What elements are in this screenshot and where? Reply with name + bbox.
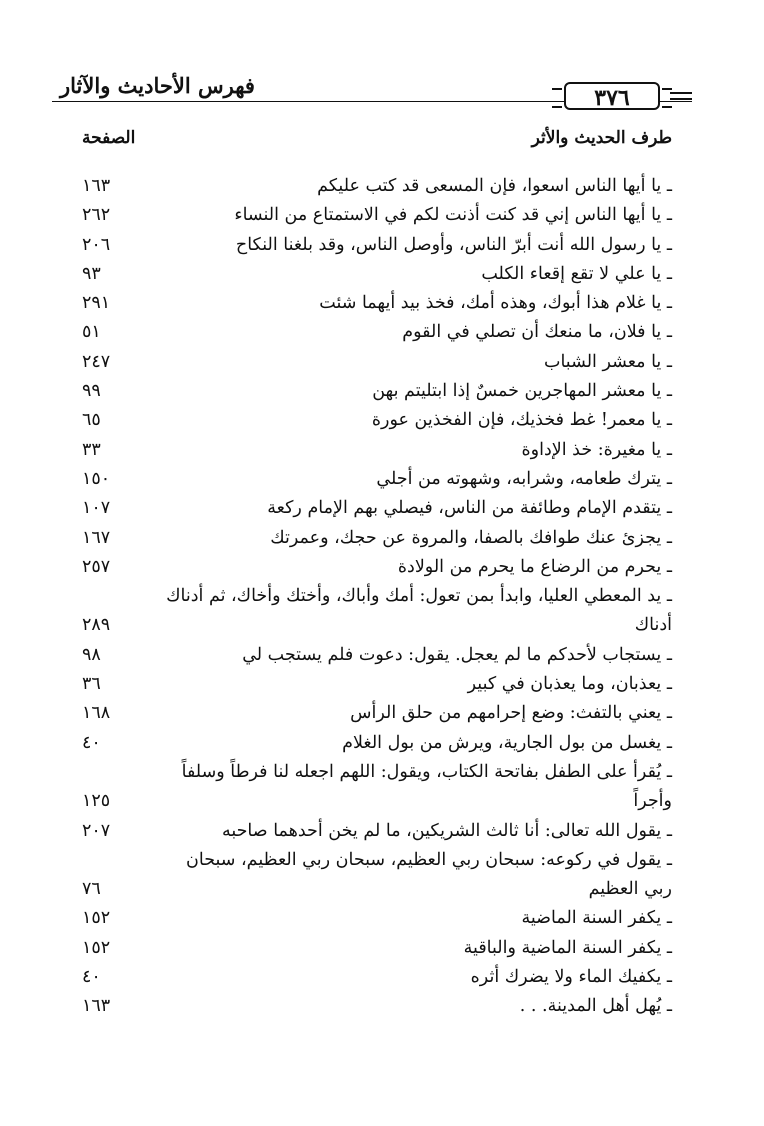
entry-text: ـ يا أيها الناس اسعوا، فإن المسعى قد كتب عليكم xyxy=(317,176,672,196)
entry-page: ٢٤٧ xyxy=(82,351,111,372)
entry-text: ـ يستجاب لأحدكم ما لم يعجل. يقول: دعوت فلم يستجب لي xyxy=(242,644,672,665)
entry-text: ـ يقول في ركوعه: سبحان ربي العظيم، سبحان ربي العظيم، سبحان ربي العظيم xyxy=(186,849,672,900)
entry-page: ٦٥ xyxy=(82,410,101,431)
entry-page: ١٥٠ xyxy=(82,468,111,489)
entry-text: ـ يا مغيرة: خذ الإداوة xyxy=(521,439,672,460)
entry-text: ـ يا معشر الشباب xyxy=(544,351,672,372)
entry-page: ٩٨ xyxy=(82,644,101,665)
entry-page: ٣٣ xyxy=(82,439,101,460)
entry-text: ـ يا معمر! غط فخذيك، فإن الفخذين عورة xyxy=(371,410,672,431)
index-entry xyxy=(82,377,672,406)
entry-text: ـ يغسل من بول الجارية، ويرش من بول الغلام xyxy=(342,732,672,753)
entry-text: ـ يتقدم الإمام وطائفة من الناس، فيصلي بهم الإمام ركعة xyxy=(267,498,672,519)
header-ornament-line xyxy=(670,98,692,100)
entry-page: ١٥٢ xyxy=(82,908,111,929)
index-entry xyxy=(82,465,672,494)
entry-page: ٢٠٧ xyxy=(82,820,111,841)
index-entry xyxy=(82,641,672,670)
index-entry xyxy=(82,406,672,435)
entry-text: ـ يعذبان، وما يعذبان في كبير xyxy=(467,674,672,695)
index-entry xyxy=(82,318,672,347)
entry-text: ـ يُقرأ على الطفل بفاتحة الكتاب، ويقول: اللهم اجعله لنا فرطاً وسلفاً وأجراً xyxy=(181,761,672,812)
entry-text: ـ يجزئ عنك طوافك بالصفا، والمروة عن حجك، وعمرتك xyxy=(270,527,672,548)
index-entry xyxy=(82,231,672,260)
entry-text: ـ يقول الله تعالى: أنا ثالث الشريكين، ما لم يخن أحدهما صاحبه xyxy=(221,820,672,841)
entry-page: ٩٣ xyxy=(82,263,101,284)
entry-text: ـ يا معشر المهاجرين خمسٌ إذا ابتليتم بهن xyxy=(372,381,672,402)
index-entry xyxy=(82,670,672,699)
running-title: فهرس الأحاديث والآثار xyxy=(52,72,255,100)
entry-text: ـ يُهل أهل المدينة. . . xyxy=(519,996,672,1017)
entry-text: ـ يكفيك الماء ولا يضرك أثره xyxy=(470,967,672,988)
index-entry xyxy=(82,963,672,992)
entry-page: ٤٠ xyxy=(82,732,101,753)
entry-text: ـ يكفر السنة الماضية xyxy=(521,908,672,929)
index-entry xyxy=(82,201,672,230)
index-entry xyxy=(82,729,672,758)
entry-text: ـ يا رسول الله أنت أبرّ الناس، وأوصل الناس، وقد بلغنا النكاح xyxy=(235,234,672,255)
column-heading-hadith: طرف الحديث والأثر xyxy=(531,128,672,148)
entry-page: ٢٠٦ xyxy=(82,234,111,255)
entry-page: ١٦٧ xyxy=(82,527,111,548)
index-entry xyxy=(82,846,672,905)
index-entry xyxy=(82,289,672,318)
column-headings xyxy=(82,128,672,158)
entry-page: ٢٦٢ xyxy=(82,205,111,226)
entry-page: ٤٠ xyxy=(82,967,101,988)
entry-text: ـ يا علي لا تقع إقعاء الكلب xyxy=(481,263,672,284)
entry-page: ٥١ xyxy=(82,322,101,343)
entry-text: ـ يا فلان، ما منعك أن تصلي في القوم xyxy=(402,322,672,343)
entry-page: ٢٥٧ xyxy=(82,556,111,577)
entry-text: ـ يعني بالتفث: وضع إحرامهم من حلق الرأس xyxy=(350,703,672,724)
entry-text: ـ يحرم من الرضاع ما يحرم من الولادة xyxy=(397,556,672,577)
index-entry xyxy=(82,348,672,377)
entry-text: ـ يد المعطي العليا، وابدأ بمن تعول: أمك وأباك، وأختك وأخاك، ثم أدناك أدناك xyxy=(166,586,672,636)
index-entry xyxy=(82,992,672,1021)
index-entry xyxy=(82,494,672,523)
entry-page: ١٦٨ xyxy=(82,703,111,724)
index-entries xyxy=(82,172,672,1022)
entry-page: ١٥٢ xyxy=(82,937,111,958)
index-entry xyxy=(82,934,672,963)
index-entry xyxy=(82,553,672,582)
entry-text: ـ يترك طعامه، وشرابه، وشهوته من أجلي xyxy=(376,468,672,489)
entry-page: ٩٩ xyxy=(82,381,101,402)
entry-page: ٣٦ xyxy=(82,674,101,695)
index-entry xyxy=(82,172,672,201)
running-header xyxy=(52,72,692,112)
entry-page: ١٢٥ xyxy=(82,791,111,812)
column-heading-page: الصفحة xyxy=(82,128,136,148)
index-entry xyxy=(82,524,672,553)
entry-text: ـ يا غلام هذا أبوك، وهذه أمك، فخذ بيد أيهما شئت xyxy=(319,293,672,314)
entry-page: ١٠٧ xyxy=(82,498,111,519)
entry-page: ٢٩١ xyxy=(82,293,111,314)
index-entry xyxy=(82,582,672,641)
entry-text: ـ يكفر السنة الماضية والباقية xyxy=(463,937,672,958)
entry-page: ١٦٣ xyxy=(82,996,111,1017)
index-entry xyxy=(82,904,672,933)
index-entry xyxy=(82,817,672,846)
index-entry xyxy=(82,699,672,728)
index-entry xyxy=(82,260,672,289)
entry-page: ٢٨٩ xyxy=(82,615,111,636)
entry-page: ٧٦ xyxy=(82,879,101,900)
index-entry xyxy=(82,436,672,465)
page-number: ٣٧٦ xyxy=(564,82,660,110)
header-ornament-line xyxy=(670,92,692,94)
entry-page: ١٦٣ xyxy=(82,176,111,196)
entry-text: ـ يا أيها الناس إني قد كنت أذنت لكم في الاستمتاع من النساء xyxy=(234,205,672,226)
index-entry xyxy=(82,758,672,817)
